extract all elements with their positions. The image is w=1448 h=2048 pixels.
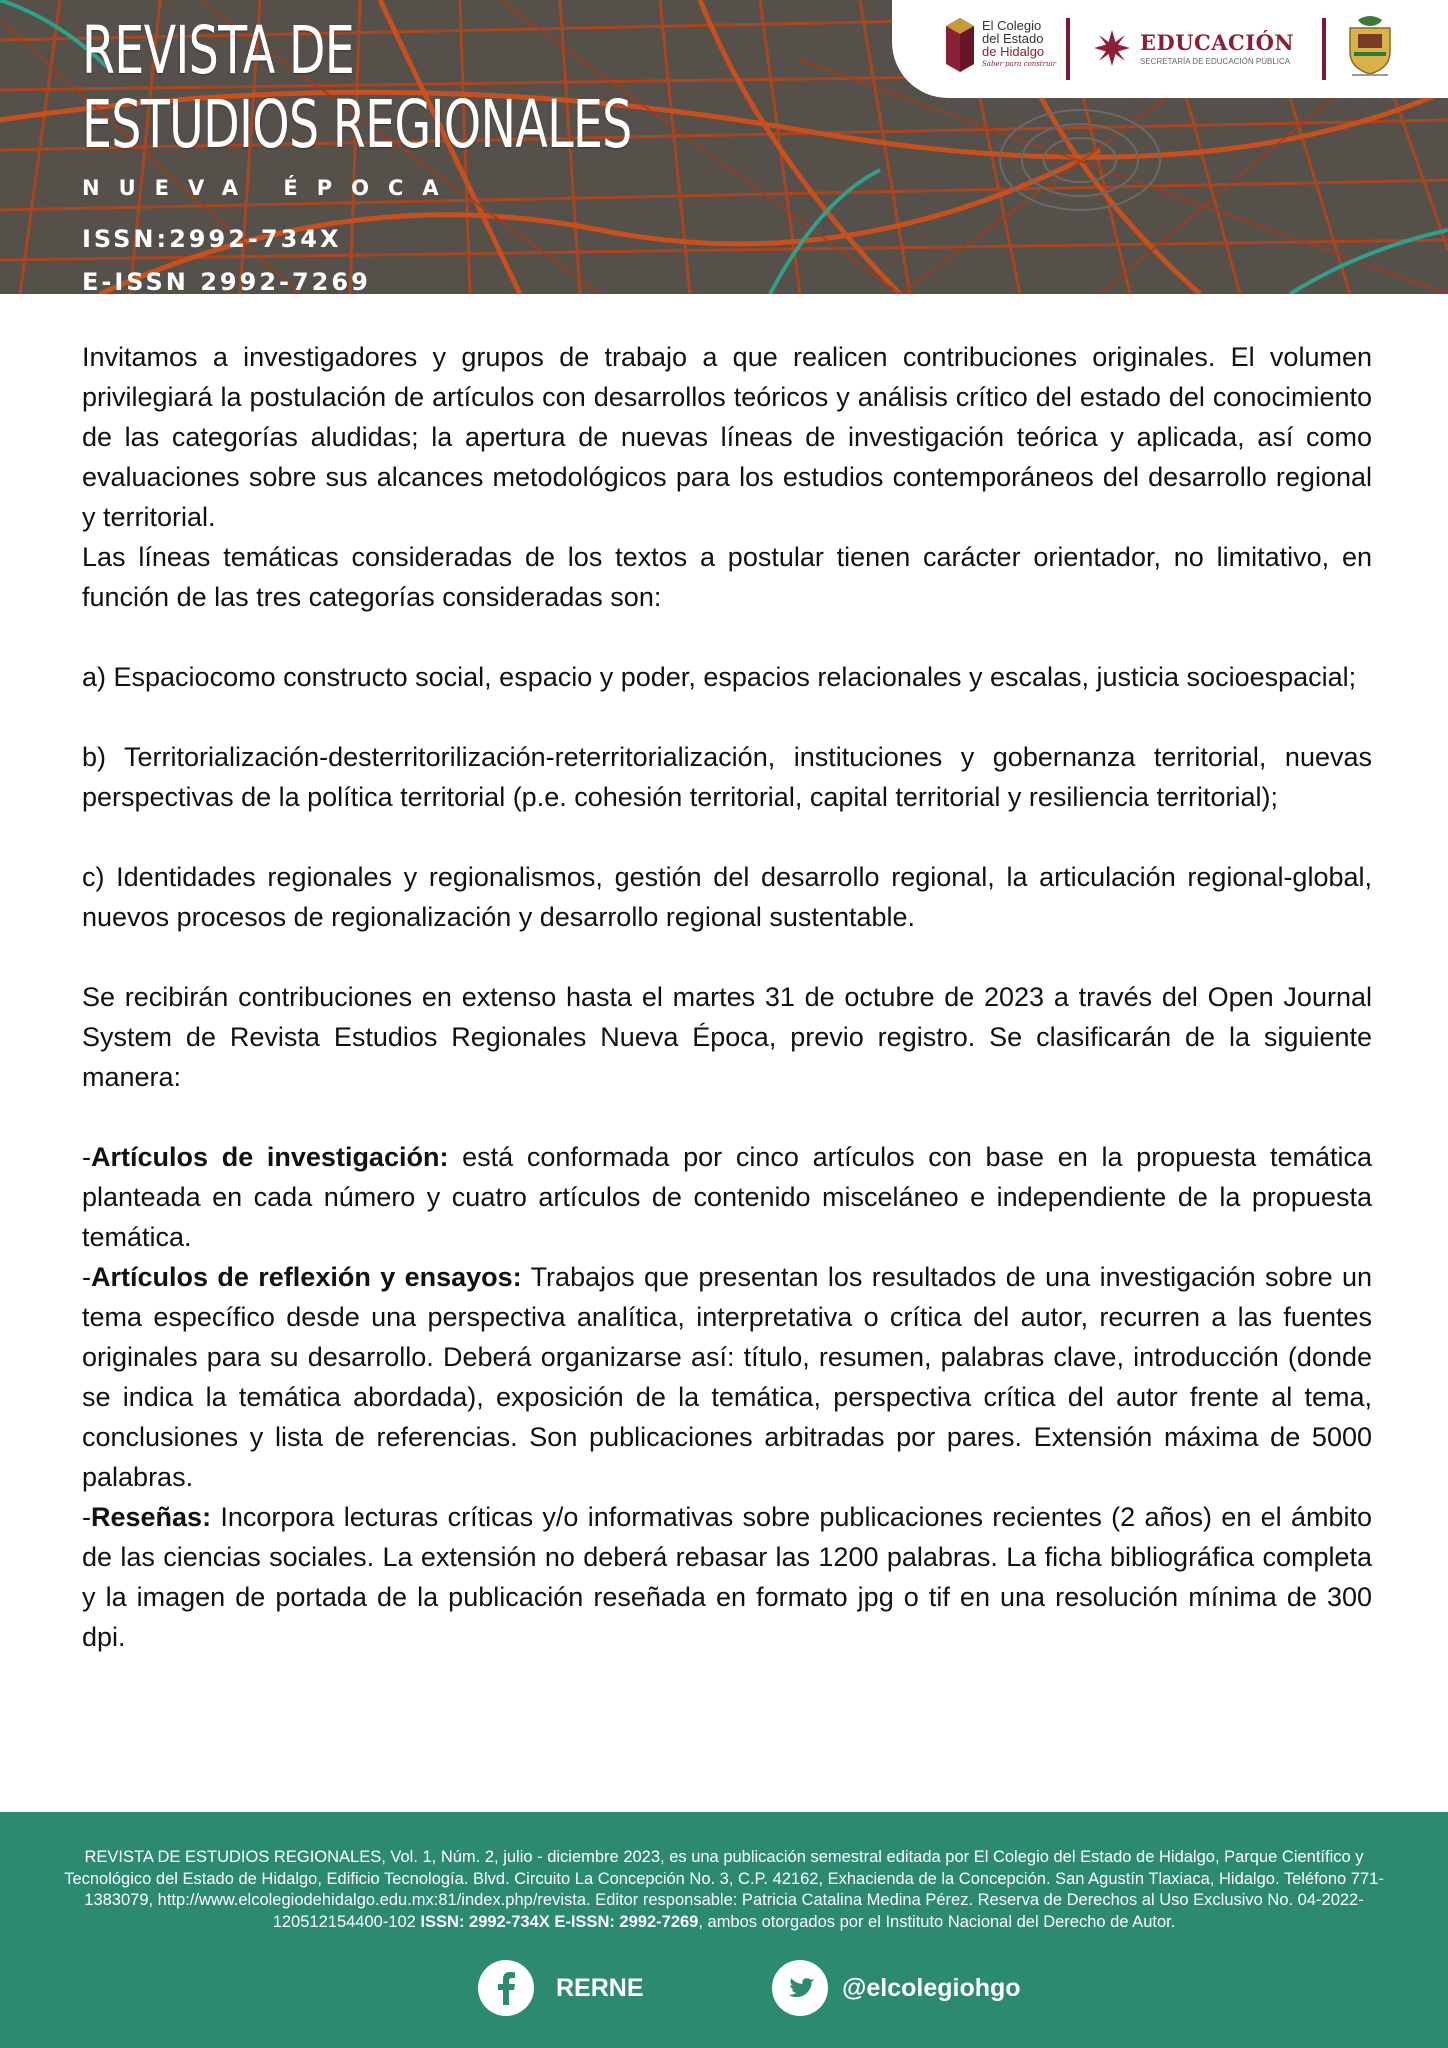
partner-logos: [892, 0, 1448, 98]
reception-paragraph: Se recibirán contribuciones en extenso hasta el martes 31 de octubre de 2023 a través del Open Journal System de Revista Estudios Regionales Nueva Época, previo registro. Se clasificarán de la siguiente manera:: [82, 982, 1372, 1092]
header-banner: [0, 0, 1448, 294]
footer: [0, 1812, 1448, 2048]
category-description: está conformada por cinco artículos con base en la propuesta temática planteada en cada número y cuatro artículos de contenido misceláneo e independiente de la propuesta temática.: [82, 1142, 1372, 1252]
category-reviews: [82, 1497, 1372, 1657]
twitter-icon[interactable]: [772, 1960, 828, 2016]
journal-title-line-2: ESTUDIOS REGIONALES: [82, 86, 632, 163]
logo-divider: [1066, 18, 1070, 80]
colegio-tagline: Saber para construir: [982, 60, 1057, 68]
educacion-subtitle: SECRETARÍA DE EDUCACIÓN PÚBLICA: [1140, 57, 1291, 66]
colegio-line-2: del Estado: [982, 31, 1044, 46]
legal-notice: [54, 1847, 1394, 1933]
state-coat-of-arms-icon: [1344, 14, 1396, 83]
colegio-line-3: de Hidalgo: [982, 44, 1045, 59]
category-label: Artículos de reflexión y ensayos:: [91, 1262, 522, 1292]
journal-title-line-1: REVISTA DE: [82, 12, 355, 89]
thematic-line-c: c) Identidades regionales y regionalismos, gestión del desarrollo regional, la articulación regional-global, nuevos procesos de regionalización y desarrollo regional sustentable.: [82, 862, 1372, 932]
thematic-line-a: a) Espaciocomo constructo social, espacio y poder, espacios relacionales y escalas, justicia socioespacial;: [82, 662, 1357, 692]
educacion-logo: [1092, 28, 1294, 68]
eissn-label: E-ISSN 2992-7269: [82, 268, 371, 294]
thematic-lines-intro: Las líneas temáticas consideradas de los textos a postular tienen carácter orientador, no limitativo, en función de las tres categorías consideradas son:: [82, 542, 1372, 612]
facebook-icon[interactable]: [478, 1960, 534, 2016]
colegio-line-1: El Colegio: [982, 18, 1042, 33]
legal-tail: , ambos otorgados por el Instituto Nacional del Derecho de Autor.: [698, 1912, 1176, 1931]
category-dash: -: [82, 1262, 91, 1292]
category-dash: -: [82, 1502, 91, 1532]
facebook-handle[interactable]: RERNE: [556, 1973, 644, 2002]
educacion-star-icon: [1092, 28, 1132, 68]
colegio-cube-icon: [944, 16, 976, 74]
twitter-handle[interactable]: @elcolegiohgo: [842, 1973, 1021, 2002]
educacion-title: EDUCACIÓN: [1140, 30, 1295, 55]
legal-text: REVISTA DE ESTUDIOS REGIONALES, Vol. 1, Núm. 2, julio - diciembre 2023, es una publicación semestral editada por El Colegio del Estado de Hidalgo, Parque Científico y Tecnológico del Estado de Hidalgo, Edificio Tecnología. Blvd. Circuito La Concepción No. 3, C.P. 42162, Exhacienda de la Concepción. San Agustín Tlaxiaca, Hidalgo. Teléfono 771-1383079, http://www.elcolegiodehidalgo.edu.mx:81/index.php/revista. Editor responsable: Patricia Catalina Medina Pérez. Reserva de Derechos al Uso Exclusivo No. 04-2022-120512154400-102: [64, 1848, 1384, 1931]
intro-paragraph: Invitamos a investigadores y grupos de trabajo a que realicen contribuciones originales. El volumen privilegiará la postulación de artículos con desarrollos teóricos y análisis crítico del estado del conocimiento de las categorías aludidas; la apertura de nuevas líneas de investigación teórica y aplicada, así como evaluaciones sobre sus alcances metodológicos para los estudios contemporáneos del desarrollo regional y territorial.: [82, 342, 1372, 532]
category-description: Incorpora lecturas críticas y/o informativas sobre publicaciones recientes (2 años) en el ámbito de las ciencias sociales. La extensión no deberá rebasar las 1200 palabras. La ficha bibliográfica completa y la imagen de portada de la publicación reseñada en formato jpg o tif en una resolución mínima de 300 dpi.: [82, 1502, 1372, 1652]
facebook-link[interactable]: [478, 1960, 644, 2016]
category-dash: -: [82, 1142, 91, 1172]
journal-title-block: [82, 14, 845, 294]
call-for-papers-text: [82, 337, 1372, 1657]
twitter-link[interactable]: [772, 1960, 1021, 2016]
issn-label: ISSN:2992-734X: [82, 225, 342, 253]
logo-divider: [1322, 18, 1326, 80]
category-label: Reseñas:: [91, 1502, 212, 1532]
journal-subtitle: NUEVA ÉPOCA: [82, 176, 458, 200]
category-description: Trabajos que presentan los resultados de una investigación sobre un tema específico desde una perspectiva analítica, interpretativa o crítica del autor, recurren a las fuentes originales para su desarrollo. Deberá organizarse así: título, resumen, palabras clave, introducción (donde se indica la temática abordada), exposición de la temática, perspectiva crítica del autor frente al tema, conclusiones y lista de referencias. Son publicaciones arbitradas por pares. Extensión máxima de 5000 palabras.: [82, 1262, 1373, 1492]
thematic-line-b: b) Territorialización-desterritorilización-reterritorialización, instituciones y gobernanza territorial, nuevas perspectivas de la política territorial (p.e. cohesión territorial, capital territorial y resiliencia territorial);: [82, 742, 1372, 812]
legal-issn: ISSN: 2992-734X E-ISSN: 2992-7269: [420, 1912, 699, 1931]
colegio-hidalgo-logo: [944, 16, 1056, 74]
category-essays: [82, 1257, 1372, 1497]
category-label: Artículos de investigación:: [91, 1142, 449, 1172]
category-research-articles: [82, 1137, 1372, 1257]
